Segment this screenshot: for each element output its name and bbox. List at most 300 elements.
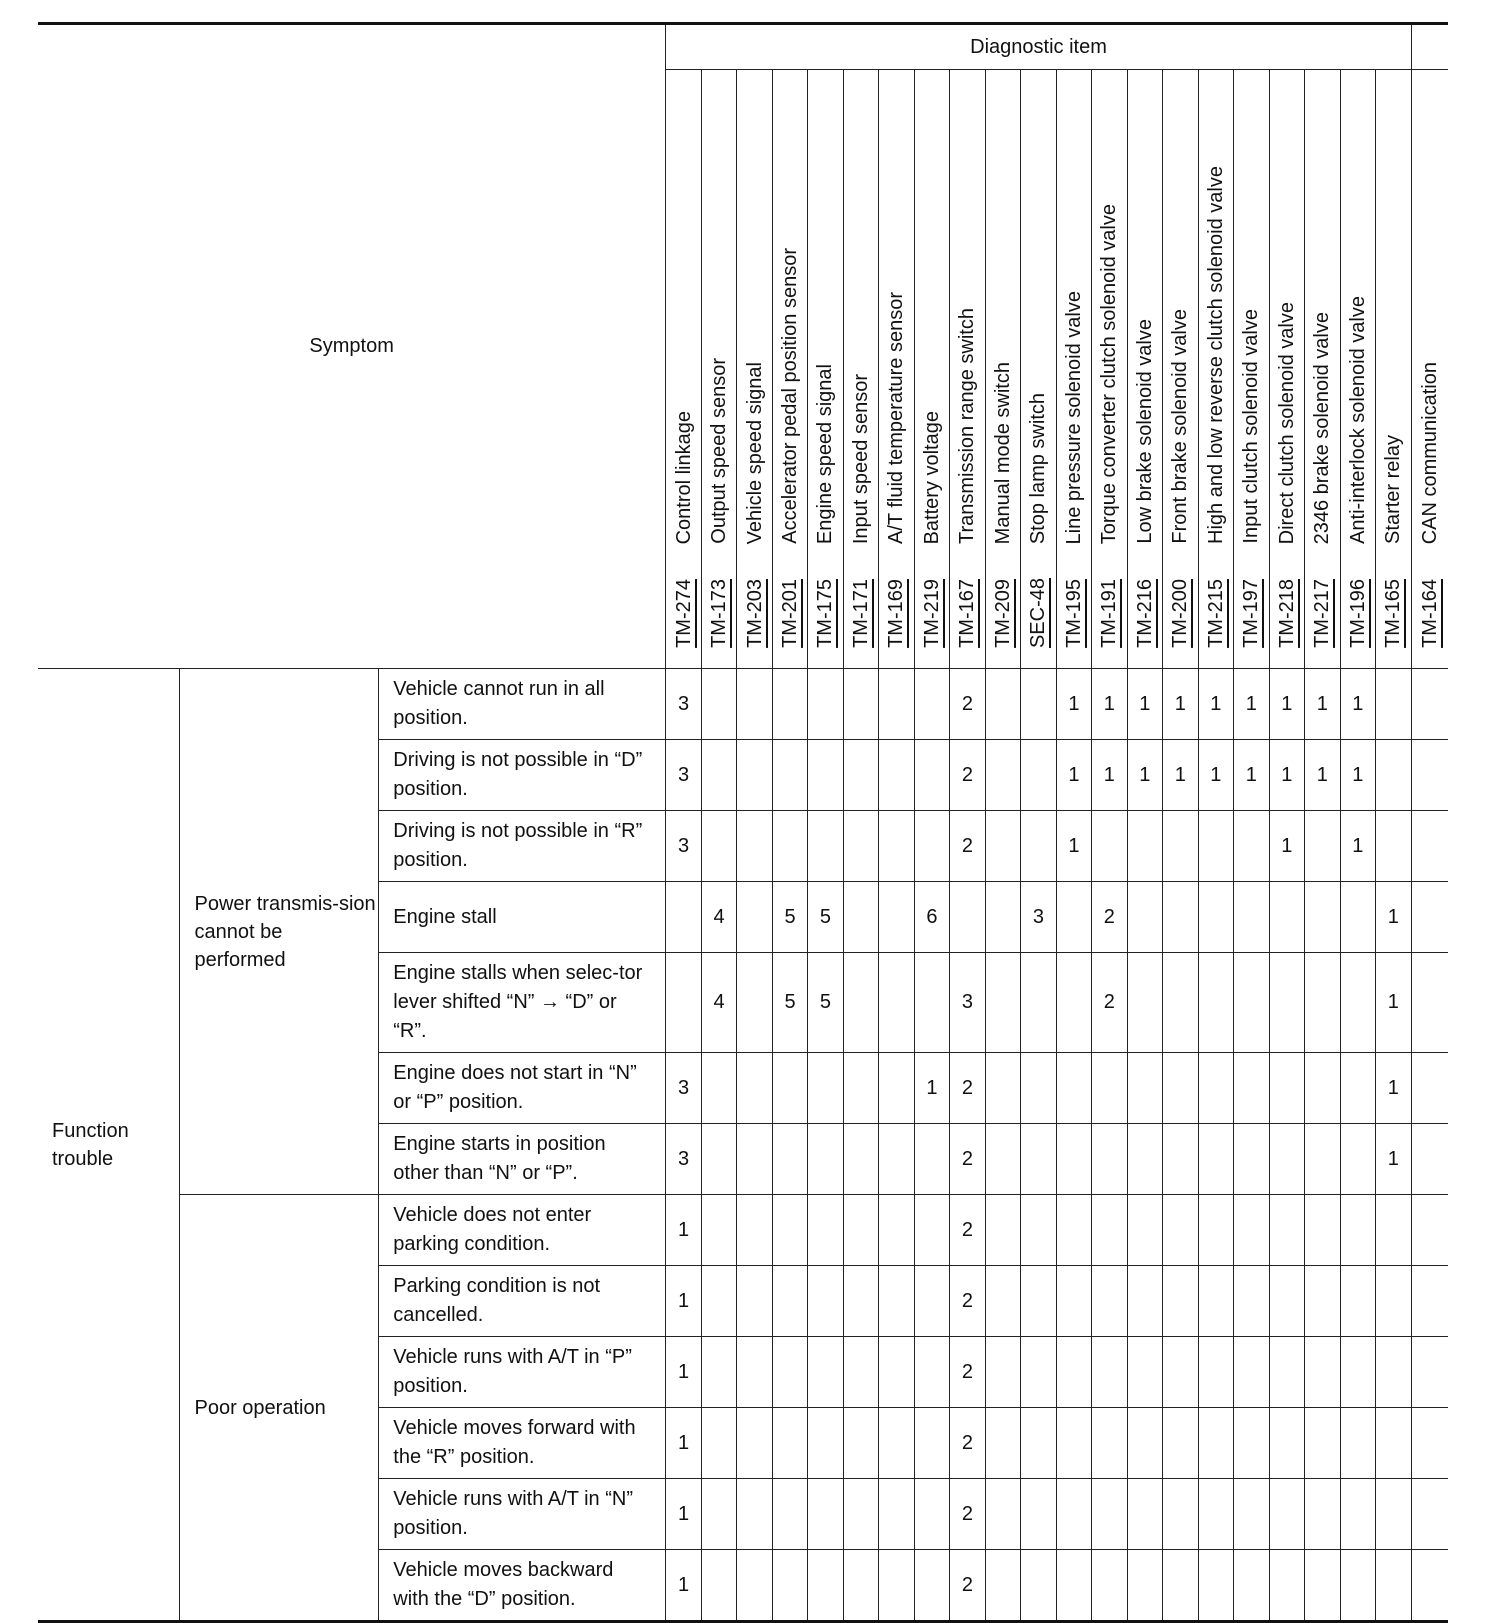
item-ref-link[interactable]: SEC-48 — [1027, 577, 1050, 648]
value-cell: 1 — [1163, 669, 1198, 740]
value-cell — [1305, 1053, 1340, 1124]
value-cell — [1376, 740, 1412, 811]
value-cell — [1021, 953, 1056, 1053]
item-ref-header — [701, 558, 736, 669]
value-cell — [1234, 1124, 1269, 1195]
value-cell — [772, 811, 807, 882]
value-cell — [914, 811, 949, 882]
value-cell — [914, 1124, 949, 1195]
value-cell — [914, 1408, 949, 1479]
value-cell — [843, 1124, 878, 1195]
value-cell — [1021, 1479, 1056, 1550]
value-cell — [985, 1550, 1020, 1622]
diagnosis-table — [38, 22, 1448, 1623]
value-cell — [843, 1053, 878, 1124]
value-cell — [843, 1479, 878, 1550]
item-ref-header — [1376, 558, 1412, 669]
value-cell: 5 — [772, 953, 807, 1053]
item-ref-header — [1127, 558, 1162, 669]
value-cell — [1340, 882, 1375, 953]
item-name-label: Manual mode switch — [991, 361, 1014, 544]
value-cell — [843, 882, 878, 953]
value-cell — [1269, 1408, 1304, 1479]
item-name-header — [808, 70, 843, 559]
header-blank-cell — [1411, 24, 1448, 70]
value-cell — [737, 1195, 772, 1266]
value-cell — [1163, 1124, 1198, 1195]
value-cell — [737, 1266, 772, 1337]
item-ref-link[interactable]: TM-274 — [672, 579, 695, 648]
item-name-header — [737, 70, 772, 559]
item-name-label: Front brake solenoid valve — [1169, 309, 1192, 544]
value-cell — [1234, 1408, 1269, 1479]
value-cell — [1127, 1479, 1162, 1550]
group-cell: Poor operation — [180, 1195, 379, 1622]
item-name-header — [1127, 70, 1162, 559]
item-name-header — [1234, 70, 1269, 559]
value-cell — [1234, 811, 1269, 882]
value-cell — [737, 811, 772, 882]
value-cell — [1092, 1550, 1127, 1622]
item-ref-link[interactable]: TM-191 — [1098, 579, 1121, 648]
value-cell — [701, 1053, 736, 1124]
item-name-header — [1092, 70, 1127, 559]
item-ref-link[interactable]: TM-218 — [1275, 579, 1298, 648]
value-cell — [879, 1479, 914, 1550]
value-cell — [1021, 1337, 1056, 1408]
value-cell — [737, 740, 772, 811]
value-cell — [1376, 1408, 1412, 1479]
value-cell — [1056, 1479, 1091, 1550]
value-cell: 6 — [914, 882, 949, 953]
value-cell — [1411, 740, 1448, 811]
value-cell — [914, 740, 949, 811]
item-name-header — [1056, 70, 1091, 559]
item-ref-link[interactable]: TM-171 — [849, 579, 872, 648]
item-ref-link[interactable]: TM-165 — [1382, 579, 1405, 648]
item-ref-link[interactable]: TM-216 — [1133, 579, 1156, 648]
value-cell — [1021, 1195, 1056, 1266]
symptom-header: Symptom — [38, 24, 666, 669]
value-cell — [914, 1550, 949, 1622]
value-cell — [701, 1479, 736, 1550]
value-cell — [808, 1479, 843, 1550]
value-cell — [1198, 1266, 1233, 1337]
item-name-header — [1163, 70, 1198, 559]
value-cell — [1269, 882, 1304, 953]
item-ref-link[interactable]: TM-169 — [885, 579, 908, 648]
value-cell: 1 — [666, 1408, 701, 1479]
value-cell — [808, 1266, 843, 1337]
value-cell — [1340, 1337, 1375, 1408]
value-cell — [808, 1195, 843, 1266]
value-cell — [1376, 1266, 1412, 1337]
value-cell: 2 — [950, 1124, 985, 1195]
item-ref-header — [914, 558, 949, 669]
value-cell — [1411, 1337, 1448, 1408]
value-cell — [1092, 1266, 1127, 1337]
value-cell — [914, 1266, 949, 1337]
value-cell — [808, 1124, 843, 1195]
symptom-cell: Vehicle moves backward with the “D” position. — [379, 1550, 666, 1622]
value-cell: 2 — [950, 811, 985, 882]
item-ref-link[interactable]: TM-217 — [1311, 579, 1334, 648]
value-cell: 3 — [666, 669, 701, 740]
value-cell — [1021, 1550, 1056, 1622]
item-ref-header — [843, 558, 878, 669]
item-ref-link[interactable]: TM-195 — [1062, 579, 1085, 648]
value-cell — [879, 669, 914, 740]
value-cell — [701, 811, 736, 882]
value-cell — [879, 740, 914, 811]
item-ref-header — [666, 558, 701, 669]
value-cell — [1198, 1053, 1233, 1124]
item-ref-header — [1234, 558, 1269, 669]
value-cell: 2 — [1092, 882, 1127, 953]
value-cell: 5 — [808, 953, 843, 1053]
value-cell — [1127, 1195, 1162, 1266]
value-cell — [1092, 1124, 1127, 1195]
item-name-header — [1021, 70, 1056, 559]
value-cell — [772, 1266, 807, 1337]
value-cell — [985, 1266, 1020, 1337]
value-cell — [1305, 882, 1340, 953]
item-name-label: CAN communication — [1418, 361, 1441, 544]
value-cell — [1305, 1195, 1340, 1266]
group-cell: Power transmis-sion cannot be performed — [180, 669, 379, 1195]
value-cell — [772, 1479, 807, 1550]
value-cell — [772, 1195, 807, 1266]
item-name-label: Output speed sensor — [708, 358, 731, 544]
value-cell — [1127, 1124, 1162, 1195]
value-cell: 1 — [1340, 669, 1375, 740]
value-cell — [1198, 953, 1233, 1053]
item-ref-header — [808, 558, 843, 669]
item-ref-link[interactable]: TM-215 — [1204, 579, 1227, 648]
item-ref-header — [985, 558, 1020, 669]
value-cell: 1 — [666, 1550, 701, 1622]
value-cell — [914, 1337, 949, 1408]
value-cell — [701, 1124, 736, 1195]
value-cell — [737, 1550, 772, 1622]
value-cell — [1305, 953, 1340, 1053]
value-cell — [1234, 1053, 1269, 1124]
value-cell — [843, 740, 878, 811]
value-cell: 1 — [1376, 953, 1412, 1053]
item-ref-header — [1305, 558, 1340, 669]
value-cell — [1127, 1053, 1162, 1124]
header-row-top — [38, 24, 1448, 70]
value-cell — [1269, 1337, 1304, 1408]
value-cell — [1340, 1550, 1375, 1622]
value-cell — [1127, 1337, 1162, 1408]
item-ref-header — [1163, 558, 1198, 669]
value-cell — [1305, 811, 1340, 882]
value-cell — [1340, 1266, 1375, 1337]
value-cell: 5 — [808, 882, 843, 953]
item-ref-link[interactable]: TM-175 — [814, 579, 837, 648]
value-cell: 5 — [772, 882, 807, 953]
value-cell — [701, 1550, 736, 1622]
value-cell: 1 — [666, 1479, 701, 1550]
item-ref-header — [737, 558, 772, 669]
value-cell — [985, 811, 1020, 882]
value-cell — [1411, 811, 1448, 882]
item-name-label: Line pressure solenoid valve — [1062, 290, 1085, 544]
value-cell: 1 — [1269, 811, 1304, 882]
value-cell — [737, 882, 772, 953]
category-cell: Function trouble — [38, 669, 180, 1622]
value-cell — [1411, 953, 1448, 1053]
value-cell — [701, 1408, 736, 1479]
value-cell — [1163, 953, 1198, 1053]
value-cell — [1198, 1479, 1233, 1550]
value-cell: 1 — [1269, 740, 1304, 811]
value-cell — [1163, 1337, 1198, 1408]
value-cell — [1234, 1266, 1269, 1337]
item-name-header — [1269, 70, 1304, 559]
value-cell — [914, 953, 949, 1053]
value-cell: 3 — [666, 740, 701, 811]
value-cell — [1340, 1479, 1375, 1550]
item-ref-header — [1021, 558, 1056, 669]
value-cell — [1411, 1479, 1448, 1550]
value-cell — [1411, 882, 1448, 953]
value-cell — [737, 1124, 772, 1195]
item-ref-link[interactable]: TM-203 — [743, 579, 766, 648]
value-cell — [879, 1053, 914, 1124]
value-cell — [985, 1479, 1020, 1550]
item-ref-link[interactable]: TM-173 — [708, 579, 731, 648]
value-cell — [1269, 1195, 1304, 1266]
symptom-cell: Engine stalls when selec-tor lever shifted “N” → “D” or “R”. — [379, 953, 666, 1053]
value-cell — [1411, 1195, 1448, 1266]
symptom-cell: Driving is not possible in “D” position. — [379, 740, 666, 811]
item-ref-link[interactable]: TM-196 — [1346, 579, 1369, 648]
value-cell — [1163, 1408, 1198, 1479]
value-cell — [737, 1479, 772, 1550]
value-cell: 1 — [1198, 740, 1233, 811]
symptom-cell: Driving is not possible in “R” position. — [379, 811, 666, 882]
value-cell — [737, 1053, 772, 1124]
value-cell — [808, 1408, 843, 1479]
item-name-label: 2346 brake solenoid valve — [1311, 311, 1334, 544]
item-name-header — [879, 70, 914, 559]
item-ref-link[interactable]: TM-167 — [956, 579, 979, 648]
value-cell: 1 — [666, 1337, 701, 1408]
value-cell: 1 — [1269, 669, 1304, 740]
value-cell: 1 — [1305, 669, 1340, 740]
value-cell — [1234, 1195, 1269, 1266]
value-cell: 3 — [666, 1124, 701, 1195]
value-cell — [737, 669, 772, 740]
value-cell — [879, 882, 914, 953]
item-name-label: Input clutch solenoid valve — [1240, 309, 1263, 544]
value-cell: 3 — [666, 811, 701, 882]
value-cell — [1411, 1124, 1448, 1195]
value-cell — [843, 1408, 878, 1479]
value-cell — [914, 1479, 949, 1550]
value-cell: 4 — [701, 882, 736, 953]
item-name-header — [843, 70, 878, 559]
value-cell — [1340, 1195, 1375, 1266]
item-ref-link[interactable]: TM-164 — [1418, 579, 1441, 648]
value-cell: 1 — [1127, 740, 1162, 811]
symptom-cell: Vehicle cannot run in all position. — [379, 669, 666, 740]
symptom-cell: Engine stall — [379, 882, 666, 953]
value-cell: 3 — [950, 953, 985, 1053]
value-cell — [1163, 1550, 1198, 1622]
value-cell — [914, 1195, 949, 1266]
item-name-label: Stop lamp switch — [1027, 392, 1050, 544]
value-cell — [737, 1337, 772, 1408]
item-ref-link[interactable]: TM-201 — [779, 579, 801, 648]
item-name-label: Direct clutch solenoid valve — [1275, 301, 1298, 544]
value-cell: 1 — [666, 1195, 701, 1266]
value-cell — [1163, 1053, 1198, 1124]
value-cell — [1127, 1550, 1162, 1622]
value-cell — [772, 740, 807, 811]
symptom-cell: Vehicle does not enter parking condition. — [379, 1195, 666, 1266]
item-name-header — [1411, 70, 1448, 559]
value-cell — [985, 1337, 1020, 1408]
value-cell — [985, 1053, 1020, 1124]
value-cell: 2 — [950, 1053, 985, 1124]
value-cell: 1 — [1056, 740, 1091, 811]
item-name-label: Low brake solenoid valve — [1133, 319, 1156, 544]
value-cell — [1198, 1550, 1233, 1622]
value-cell — [808, 811, 843, 882]
value-cell — [985, 1124, 1020, 1195]
item-ref-header — [879, 558, 914, 669]
value-cell — [1340, 953, 1375, 1053]
value-cell: 2 — [950, 1195, 985, 1266]
value-cell — [843, 1195, 878, 1266]
value-cell: 1 — [1376, 882, 1412, 953]
item-name-label: Engine speed signal — [814, 363, 837, 544]
value-cell — [808, 1550, 843, 1622]
value-cell: 1 — [1056, 811, 1091, 882]
value-cell — [1269, 953, 1304, 1053]
value-cell — [1127, 1266, 1162, 1337]
value-cell — [1376, 1550, 1412, 1622]
value-cell — [1305, 1337, 1340, 1408]
item-name-label: A/T fluid temperature sensor — [885, 292, 908, 544]
item-name-label: Torque converter clutch solenoid valve — [1098, 203, 1121, 544]
value-cell — [1305, 1266, 1340, 1337]
value-cell — [985, 882, 1020, 953]
value-cell: 2 — [950, 1408, 985, 1479]
value-cell — [1163, 882, 1198, 953]
value-cell — [879, 1266, 914, 1337]
value-cell — [808, 1053, 843, 1124]
value-cell — [1305, 1124, 1340, 1195]
symptom-cell: Engine does not start in “N” or “P” position. — [379, 1053, 666, 1124]
value-cell — [843, 811, 878, 882]
value-cell — [1305, 1550, 1340, 1622]
value-cell — [1092, 1053, 1127, 1124]
value-cell: 4 — [701, 953, 736, 1053]
value-cell — [879, 1124, 914, 1195]
value-cell: 2 — [950, 740, 985, 811]
value-cell — [1305, 1408, 1340, 1479]
value-cell — [701, 1266, 736, 1337]
value-cell: 2 — [950, 1266, 985, 1337]
item-name-header — [666, 70, 701, 559]
value-cell: 1 — [1092, 669, 1127, 740]
value-cell — [808, 1337, 843, 1408]
value-cell — [985, 740, 1020, 811]
value-cell — [843, 1550, 878, 1622]
item-ref-header — [1340, 558, 1375, 669]
value-cell — [879, 1408, 914, 1479]
value-cell — [808, 669, 843, 740]
value-cell — [1411, 669, 1448, 740]
value-cell — [1092, 1408, 1127, 1479]
value-cell — [1092, 811, 1127, 882]
item-name-label: Anti-interlock solenoid valve — [1346, 296, 1369, 544]
value-cell — [1056, 1195, 1091, 1266]
value-cell — [701, 740, 736, 811]
value-cell — [1021, 1124, 1056, 1195]
value-cell — [1056, 1266, 1091, 1337]
value-cell: 3 — [666, 1053, 701, 1124]
item-ref-header — [1092, 558, 1127, 669]
item-ref-link[interactable]: TM-197 — [1240, 579, 1263, 648]
value-cell — [843, 669, 878, 740]
value-cell — [1163, 811, 1198, 882]
value-cell — [985, 1195, 1020, 1266]
item-ref-link[interactable]: TM-219 — [920, 579, 943, 648]
value-cell — [772, 1053, 807, 1124]
item-name-label: High and low reverse clutch solenoid valve — [1204, 166, 1227, 544]
value-cell — [1163, 1195, 1198, 1266]
value-cell: 1 — [1198, 669, 1233, 740]
value-cell: 2 — [950, 669, 985, 740]
value-cell — [1198, 811, 1233, 882]
symptom-cell: Engine starts in position other than “N” or “P”. — [379, 1124, 666, 1195]
item-name-header — [1340, 70, 1375, 559]
value-cell: 1 — [1234, 669, 1269, 740]
item-name-label: Input speed sensor — [849, 373, 872, 544]
value-cell — [1127, 1408, 1162, 1479]
item-ref-link[interactable]: TM-200 — [1169, 579, 1192, 648]
value-cell — [1056, 1053, 1091, 1124]
value-cell — [1021, 669, 1056, 740]
item-name-header — [701, 70, 736, 559]
value-cell — [1198, 1124, 1233, 1195]
item-name-header — [985, 70, 1020, 559]
value-cell: 1 — [1127, 669, 1162, 740]
value-cell — [1234, 1479, 1269, 1550]
value-cell: 2 — [950, 1550, 985, 1622]
item-name-header — [950, 70, 985, 559]
value-cell — [1056, 953, 1091, 1053]
value-cell — [1340, 1408, 1375, 1479]
value-cell — [1411, 1266, 1448, 1337]
symptom-cell: Vehicle moves forward with the “R” position. — [379, 1408, 666, 1479]
item-ref-header — [1269, 558, 1304, 669]
value-cell — [879, 1337, 914, 1408]
item-ref-header — [1056, 558, 1091, 669]
value-cell — [1198, 1337, 1233, 1408]
item-name-label: Vehicle speed signal — [743, 361, 766, 544]
value-cell: 1 — [666, 1266, 701, 1337]
item-ref-link[interactable]: TM-209 — [991, 579, 1014, 648]
value-cell — [1092, 1337, 1127, 1408]
value-cell — [772, 669, 807, 740]
value-cell — [1092, 1479, 1127, 1550]
